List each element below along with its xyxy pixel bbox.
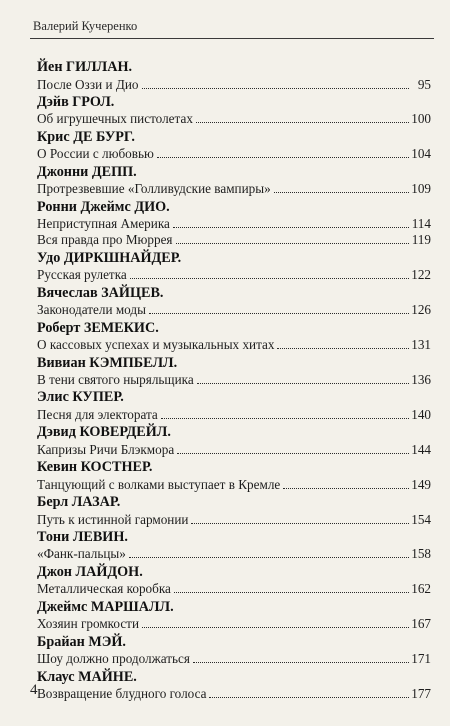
toc-item-page: 104 [411,146,431,162]
toc-item-title: О России с любовью [37,146,154,162]
toc-author: Дэйв ГРОЛ. [37,93,115,110]
toc-item-page: 177 [411,686,431,702]
toc-entry [37,284,431,319]
toc-item [37,302,431,318]
toc-item-title: Возвращение блудного голоса [37,686,207,702]
toc-item-page: 136 [411,372,431,388]
toc-item-title: После Оззи и Дио [37,76,139,92]
toc-author: Брайан МЭЙ. [37,633,126,650]
dot-leader [197,374,409,384]
toc-entry [37,423,431,458]
toc-item [37,146,431,162]
toc-author: Вячеслав ЗАЙЦЕВ. [37,284,164,301]
toc-item-page: 154 [411,511,431,527]
toc-item-title: Протрезвевшие «Голливудские вампиры» [37,181,271,197]
toc-item [37,546,431,562]
toc-author: Ронни Джеймс ДИО. [37,198,170,215]
toc-item [37,616,431,632]
dot-leader [177,444,409,454]
toc-author: Клаус МАЙНЕ. [37,668,137,685]
toc-author: Удо ДИРКШНАЙДЕР. [37,249,182,266]
toc-author: Дэвид КОВЕРДЕЙЛ. [37,424,171,441]
toc-item [37,181,431,197]
toc-author: Вивиан КЭМПБЕЛЛ. [37,354,178,371]
dot-leader [161,409,409,419]
toc-item-page: 95 [417,76,431,92]
dot-leader [274,183,409,193]
toc-item-page: 158 [411,546,431,562]
dot-leader [173,218,409,228]
toc-entry [37,633,431,668]
running-head: Валерий Кучеренко [33,19,138,33]
toc-item [37,442,431,458]
toc-item-title: Неприступная Америка [37,216,170,232]
toc-item-title: Русская рулетка [37,267,127,283]
toc-item [37,216,431,232]
toc-entry [37,319,431,354]
toc-author: Тони ЛЕВИН. [37,528,128,545]
toc-author: Джеймс МАРШАЛЛ. [37,598,174,615]
toc-item-page: 119 [411,232,431,248]
toc-item-page: 122 [411,267,431,283]
toc-item-title: В тени святого ныряльщика [37,372,194,388]
toc-item-page: 171 [411,651,431,667]
table-of-contents [37,58,431,702]
toc-item-title: Об игрушечных пистолетах [37,111,193,127]
page-number: 4 [30,682,38,698]
toc-entry [37,563,431,598]
toc-entry [37,388,431,423]
toc-item-page: 162 [411,581,431,597]
toc-author: Йен ГИЛЛАН. [37,59,133,75]
dot-leader [142,79,410,89]
toc-item-page: 131 [411,337,431,353]
toc-author: Джон ЛАЙДОН. [37,563,143,580]
toc-item-page: 149 [411,476,431,492]
toc-author: Джонни ДЕПП. [37,163,137,180]
toc-entry [37,528,431,563]
toc-entry [37,458,431,493]
toc-item-page: 126 [411,302,431,318]
toc-item-title: Капризы Ричи Блэкмора [37,441,175,457]
dot-leader [129,548,409,558]
toc-entry [37,493,431,528]
toc-item [37,337,431,353]
toc-author: Берл ЛАЗАР. [37,494,121,511]
toc-entry [37,163,431,198]
toc-entry [37,354,431,389]
toc-entry [37,198,431,249]
toc-item [37,77,431,93]
toc-item-title: Песня для электората [37,406,158,422]
toc-item-title: Вся правда про Мюррея [37,232,173,248]
toc-author: Кевин КОСТНЕР. [37,459,153,476]
toc-entry [37,58,431,93]
toc-item [37,512,431,528]
toc-item-title: Путь к истинной гармонии [37,511,189,527]
dot-leader [209,688,409,698]
toc-item [37,267,431,283]
toc-item-page: 144 [411,441,431,457]
dot-leader [174,583,409,593]
toc-item-title: Танцующий с волками выступает в Кремле [37,476,281,492]
toc-author: Элис КУПЕР. [37,389,124,406]
toc-author: Роберт ЗЕМЕКИС. [37,319,159,336]
toc-entry [37,128,431,163]
dot-leader [142,618,409,628]
toc-item [37,232,431,248]
toc-entry [37,668,431,703]
dot-leader [157,148,409,158]
dot-leader [283,479,409,489]
toc-item-title: Законодатели моды [37,302,146,318]
toc-item [37,407,431,423]
toc-item-title: «Фанк-пальцы» [37,546,126,562]
toc-item-page: 140 [411,406,431,422]
header-rule [30,38,434,39]
toc-item-title: Металлическая коробка [37,581,171,597]
toc-item [37,372,431,388]
toc-item [37,651,431,667]
toc-item-title: О кассовых успехах и музыкальных хитах [37,337,275,353]
toc-item [37,686,431,702]
toc-author: Крис ДЕ БУРГ. [37,128,135,145]
dot-leader [130,269,409,279]
toc-item-title: Шоу должно продолжаться [37,651,190,667]
toc-item [37,581,431,597]
dot-leader [176,234,410,244]
toc-entry [37,93,431,128]
toc-item-page: 109 [411,181,431,197]
toc-item [37,477,431,493]
toc-entry [37,249,431,284]
toc-item-title: Хозяин громкости [37,616,139,632]
toc-item-page: 167 [411,616,431,632]
dot-leader [191,514,409,524]
toc-item-page: 114 [411,216,431,232]
dot-leader [149,304,409,314]
dot-leader [193,653,409,663]
toc-item-page: 100 [411,111,431,127]
toc-entry [37,598,431,633]
dot-leader [196,113,409,123]
dot-leader [277,339,409,349]
toc-item [37,111,431,127]
